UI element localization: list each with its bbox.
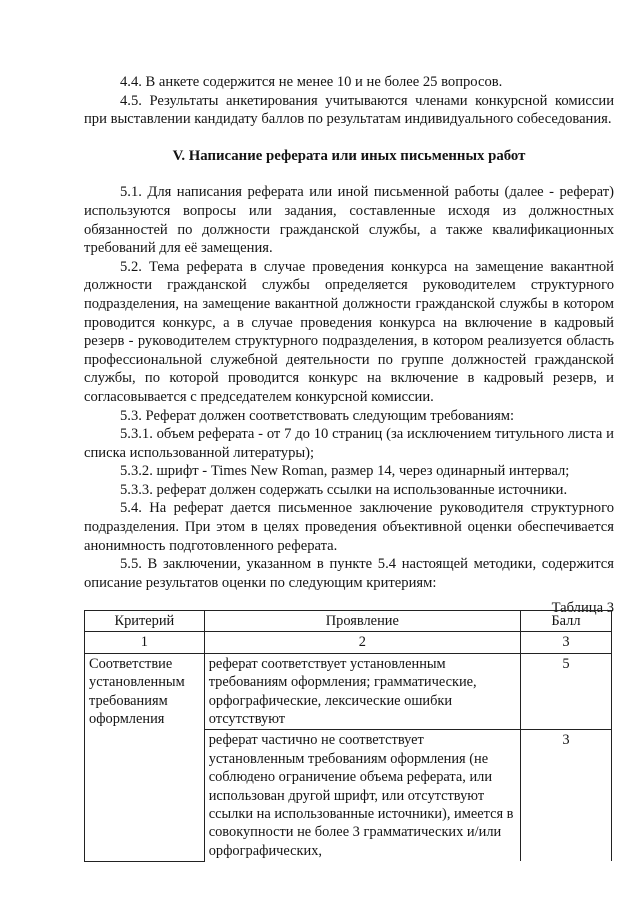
table-row <box>85 653 612 730</box>
paragraph-5-3-3: 5.3.3. реферат должен содержать ссылки на использованные источники. <box>120 481 568 498</box>
paragraph-5-5: 5.5. В заключении, указанном в пункте 5.4 настоящей методики, содержится описание результатов оценки по следующим критериям: <box>84 556 614 591</box>
column-number-2: 2 <box>204 632 520 653</box>
table-header-row <box>85 611 612 632</box>
section-title: V. Написание реферата или иных письменных работ <box>172 147 526 164</box>
column-number-1: 1 <box>85 632 205 653</box>
criterion-cell: Соответствие установленным требованиям оформления <box>85 653 205 861</box>
table-caption: Таблица 3 <box>551 600 614 617</box>
description-cell: реферат частично не соответствует установленным требованиям оформления (не соблюдено ограничение объема реферата, или использован другой шрифт, или отсутствуют ссылки на использованные источники), имеется в совокупности не более 3 грамматических и/или орфографических, <box>204 730 520 861</box>
header-score: Балл <box>520 611 611 632</box>
description-cell: реферат соответствует установленным требованиям оформления; грамматические, орфографические, лексические ошибки отсутствуют <box>204 653 520 730</box>
paragraph-5-3-2: 5.3.2. шрифт - Times New Roman, размер 14, через одинарный интервал; <box>120 463 570 480</box>
header-manifestation: Проявление <box>204 611 520 632</box>
paragraph-5-3: 5.3. Реферат должен соответствовать следующим требованиям: <box>120 407 515 424</box>
paragraph-5-2: 5.2. Тема реферата в случае проведения конкурса на замещение вакантной должности гражданской службы определяется руководителем структурного подразделения, на замещение вакантной должности гражданской службы в котором проводится конкурс, а в случае проведения конкурса на включение в кадровый резерв - руководителем структурного подразделения, в котором реализуется область профессиональной служебной деятельности по группе должностей гражданской службы, по которой проводится конкурс на включение в кадровый резерв, и согласовывается с председателем конкурсной комиссии. <box>84 258 614 405</box>
paragraph-5-4: 5.4. На реферат дается письменное заключение руководителя структурного подразделения. При этом в целях проведения объективной оценки обеспечивается анонимность подготовленного реферата. <box>84 500 614 554</box>
paragraph-4-4: 4.4. В анкете содержится не менее 10 и не более 25 вопросов. <box>120 74 503 90</box>
paragraph-4-5: 4.5. Результаты анкетирования учитываются членами конкурсной комиссии при выставлении кандидату баллов по результатам индивидуального собеседования. <box>84 92 614 128</box>
header-criterion: Критерий <box>85 611 205 632</box>
score-cell: 5 <box>520 653 611 730</box>
criteria-table <box>84 610 612 862</box>
paragraph-5-1: 5.1. Для написания реферата или иной письменной работы (далее - реферат) используются вопросы или задания, составленные исходя из должностных обязанностей по должности гражданской службы, а также квалификационных требований для её замещения. <box>84 184 614 257</box>
score-cell: 3 <box>520 730 611 861</box>
column-number-3: 3 <box>520 632 611 653</box>
document-body <box>84 73 614 636</box>
table-number-row <box>85 632 612 653</box>
paragraph-5-3-1: 5.3.1. объем реферата - от 7 до 10 страниц (за исключением титульного листа и списка использованной литературы); <box>84 426 614 461</box>
